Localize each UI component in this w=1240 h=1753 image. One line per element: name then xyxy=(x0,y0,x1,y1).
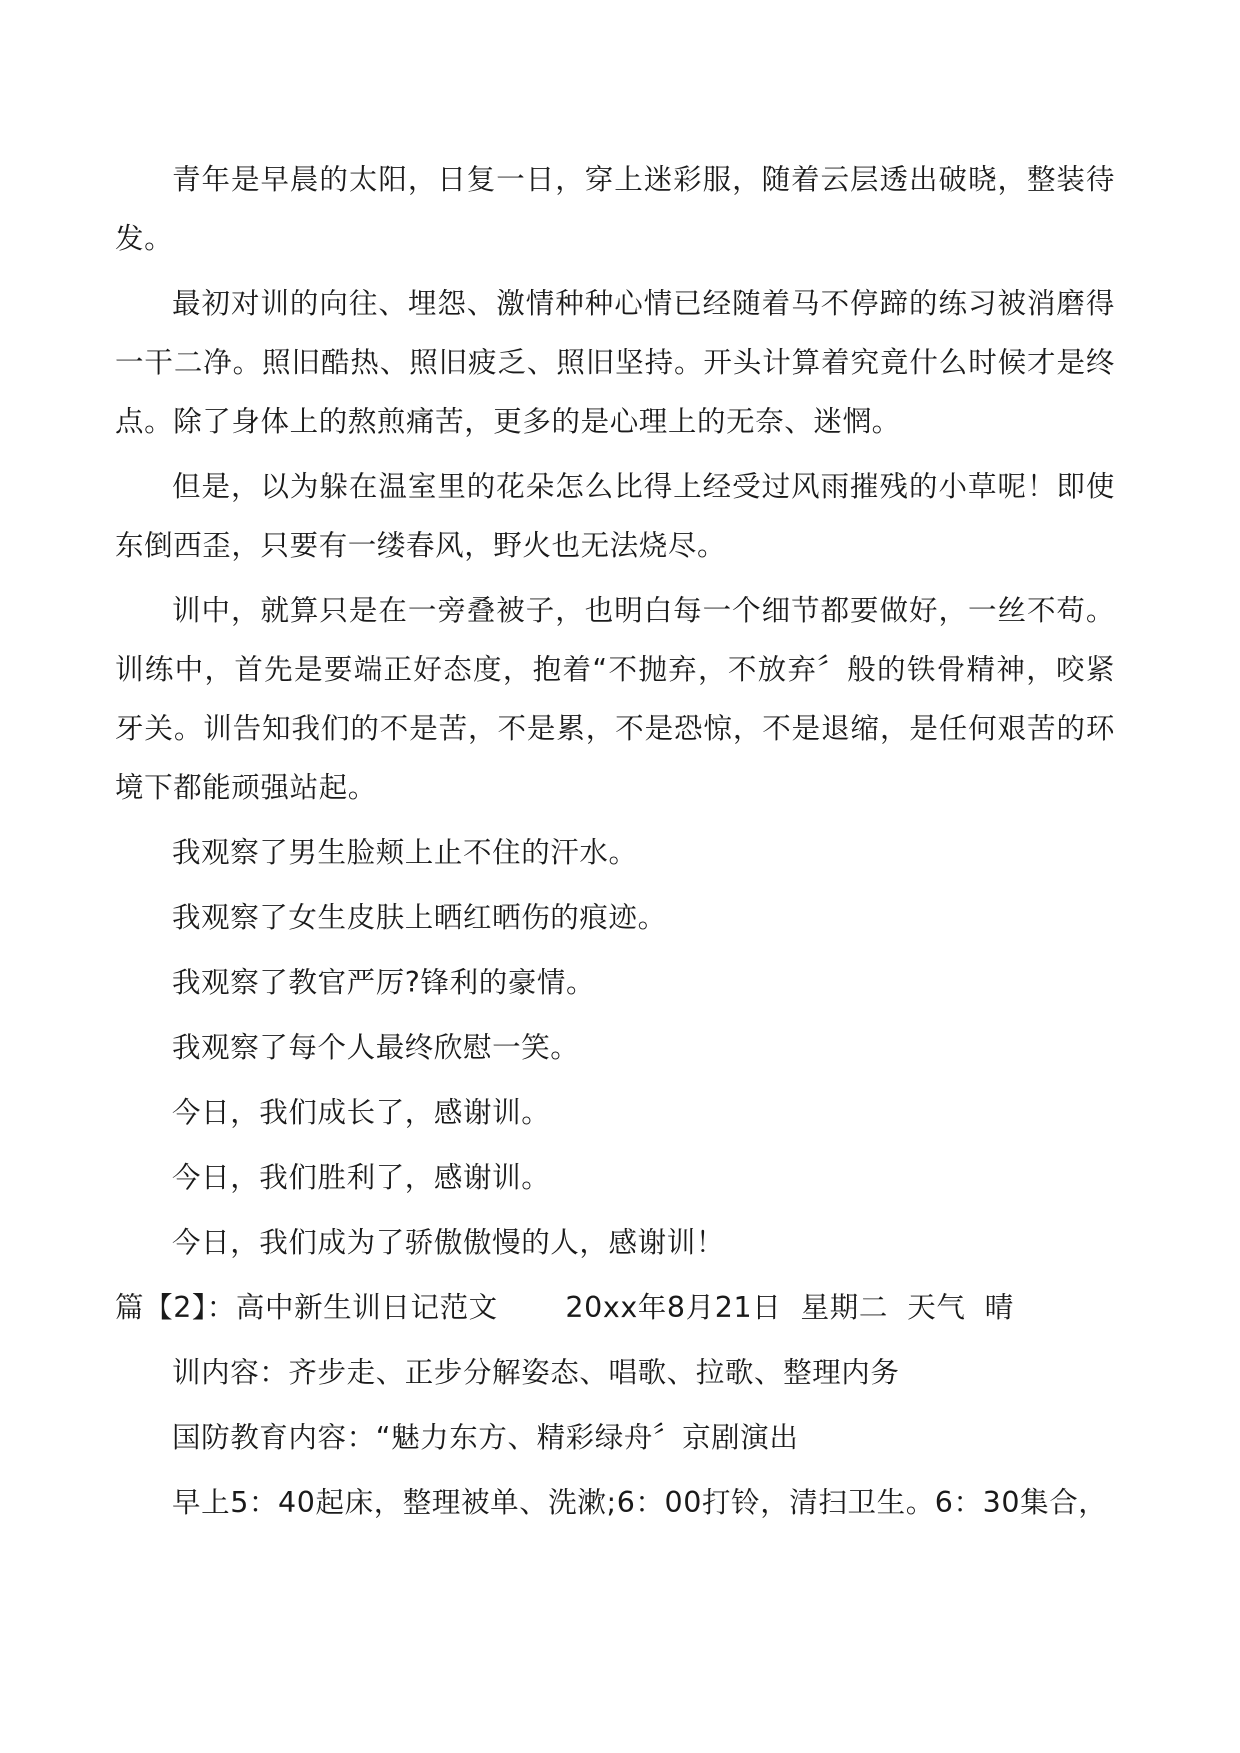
paragraph: 今日，我们胜利了，感谢训。 xyxy=(172,1161,551,1194)
paragraph: 但是，以为躲在温室里的花朵怎么比得上经受过风雨摧残的小草呢！即使东倒西歪，只要有一缕春风，野火也无法烧尽。 xyxy=(115,470,1115,562)
paragraph: 今日，我们成为了骄傲傲慢的人，感谢训！ xyxy=(172,1226,725,1259)
paragraph: 我观察了男生脸颊上止不住的汗水。 xyxy=(172,836,638,869)
paragraph: 早上5：40起床，整理被单、洗漱;6：00打铃，清扫卫生。6：30集合， xyxy=(172,1486,1108,1519)
paragraph: 我观察了教官严厉?锋利的豪情。 xyxy=(172,966,596,999)
paragraph: 训内容：齐步走、正步分解姿态、唱歌、拉歌、整理内务 xyxy=(172,1356,900,1389)
section-heading: 篇【2】：高中新生训日记范文 20xx年8月21日 星期二 天气 晴 xyxy=(115,1291,1014,1324)
paragraph: 最初对训的向往、埋怨、激情种种心情已经随着马不停蹄的练习被消磨得一干二净。照旧酷热、照旧疲乏、照旧坚持。开头计算着究竟什么时候才是终点。除了身体上的熬煎痛苦，更多的是心理上的无奈、迷惘。 xyxy=(115,287,1115,438)
paragraph: 国防教育内容：“魅力东方、精彩绿舟〞京剧演出 xyxy=(172,1421,799,1454)
paragraph: 训中，就算只是在一旁叠被子，也明白每一个细节都要做好，一丝不苟。训练中，首先是要端正好态度，抱着“不抛弃，不放弃〞般的铁骨精神，咬紧牙关。训告知我们的不是苦，不是累，不是恐惊，不是退缩，是任何艰苦的环境下都能顽强站起。 xyxy=(115,594,1115,804)
paragraph: 我观察了每个人最终欣慰一笑。 xyxy=(172,1031,580,1064)
document-body xyxy=(115,150,1115,1538)
paragraph: 今日，我们成长了，感谢训。 xyxy=(172,1096,551,1129)
paragraph: 我观察了女生皮肤上晒红晒伤的痕迹。 xyxy=(172,901,667,934)
paragraph: 青年是早晨的太阳，日复一日，穿上迷彩服，随着云层透出破晓，整装待发。 xyxy=(115,163,1115,255)
